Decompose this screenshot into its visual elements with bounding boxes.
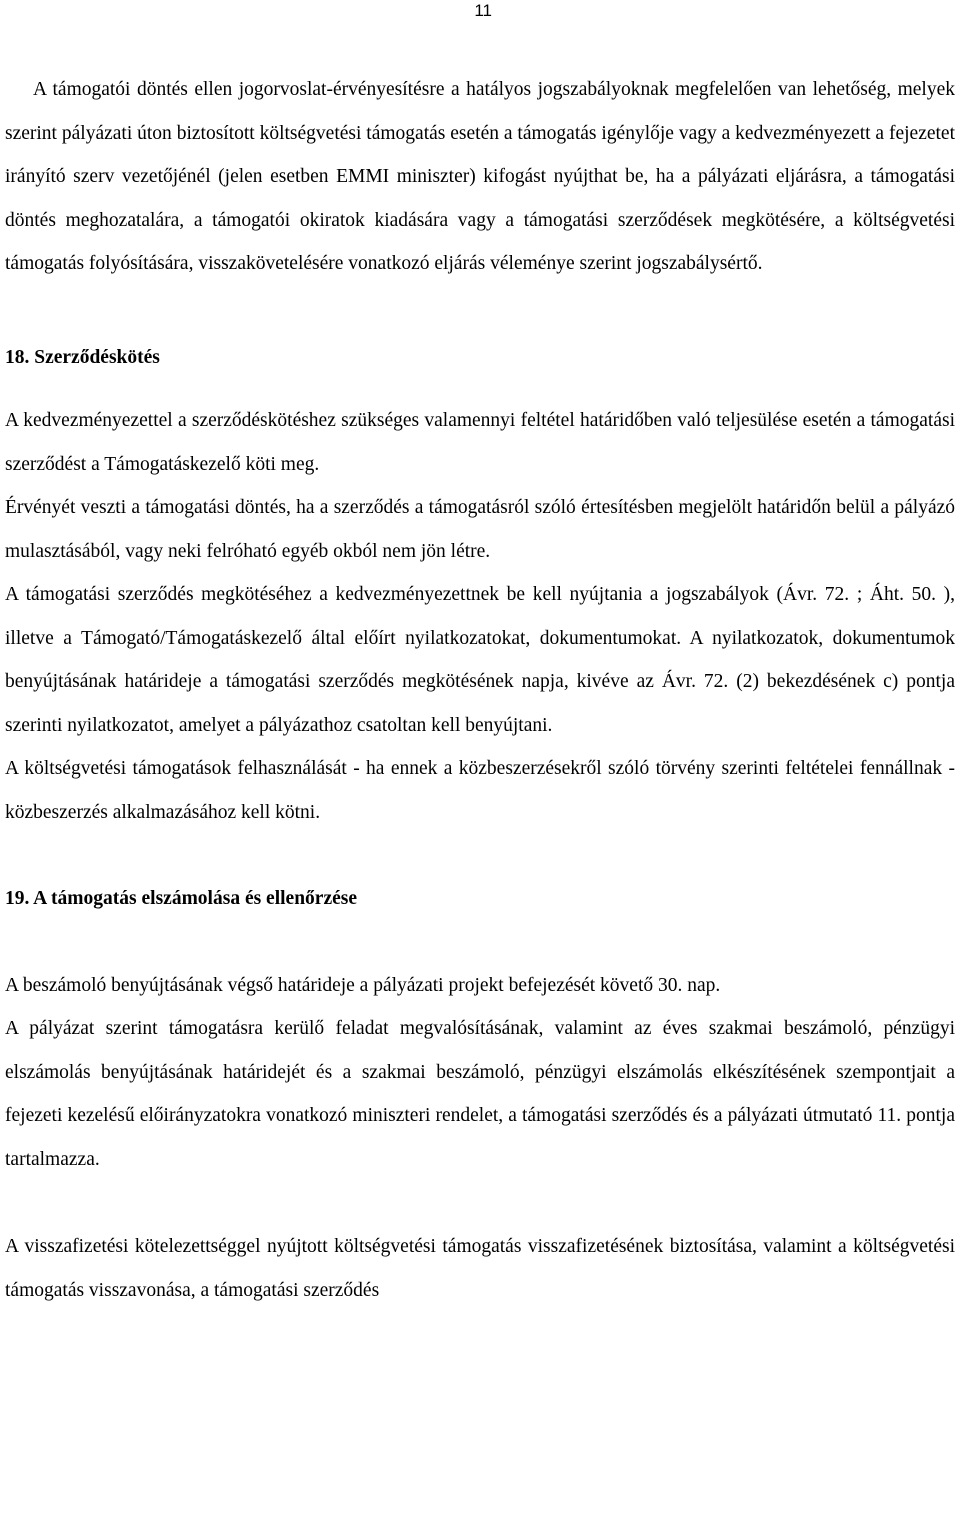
section-18-paragraph-1: A kedvezményezettel a szerződéskötéshez szükséges valamennyi feltétel határidőben való teljesülése esetén a támogatási szerződést a Támogatáskezelő köti meg. <box>5 410 955 475</box>
section-18-paragraph-4: A költségvetési támogatások felhasználását - ha ennek a közbeszerzésekről szóló törvény szerinti feltételei fennállnak - közbeszerzés alkalmazásához kell kötni. <box>5 758 955 823</box>
intro-paragraph: A támogatói döntés ellen jogorvoslat-érvényesítésre a hatályos jogszabályoknak megfelelően van lehetőség, melyek szerint pályázati úton biztosított költségvetési támogatás esetén a támogatás igénylője vagy a kedvezményezett a fejezetet irányító szerv vezetőjénél (jelen esetben EMMI miniszter) kifogást nyújthat be, ha a pályázati eljárásra, a támogatási döntés meghozatalára, a támogatói okiratok kiadására vagy a támogatási szerződések megkötésére, a költségvetési támogatás folyósítására, visszakövetelésére vonatkozó eljárás véleménye szerint jogszabálysértő. <box>5 79 955 274</box>
section-18-paragraph-3: A támogatási szerződés megkötéséhez a kedvezményezettnek be kell nyújtania a jogszabályok (Ávr. 72. ; Áht. 50. ), illetve a Támogató/Támogatáskezelő által előírt nyilatkozatokat, dokumentumokat. A nyilatkozatok, dokumentumok benyújtásának határideje a támogatási szerződés megkötésének napja, kivéve az Ávr. 72. (2) bekezdésének c) pontja szerinti nyilatkozatot, amelyet a pályázathoz csatoltan kell benyújtani. <box>5 584 955 736</box>
section-19-paragraph-1: A beszámoló benyújtásának végső határideje a pályázati projekt befejezését követő 30. nap. <box>5 974 721 996</box>
spacer <box>5 379 955 399</box>
document-body <box>5 68 955 1312</box>
section-18-paragraph-2: Érvényét veszti a támogatási döntés, ha a szerződés a támogatásról szóló értesítésben megjelölt határidőn belül a pályázó mulasztásából, vagy neki felróható egyéb okból nem jön létre. <box>5 497 955 562</box>
page-number: 11 <box>474 1 492 20</box>
spacer <box>5 286 955 336</box>
section-19-final-paragraph: A visszafizetési kötelezettséggel nyújtott költségvetési támogatás visszafizetésének biztosítása, valamint a költségvetési támogatás visszavonása, a támogatási szerződés <box>5 1236 955 1301</box>
spacer <box>5 921 955 964</box>
spacer <box>5 834 955 877</box>
section-19-heading: 19. A támogatás elszámolása és ellenőrzése <box>5 888 358 909</box>
spacer <box>5 1181 955 1225</box>
section-19-paragraph-2: A pályázat szerint támogatásra kerülő feladat megvalósításának, valamint az éves szakmai beszámoló, pénzügyi elszámolás benyújtásának határidejét és a szakmai beszámoló, pénzügyi elszámolás elkészítésének szempontjait a fejezeti kezelésű előirányzatokra vonatkozó miniszteri rendelet, a támogatási szerződés és a pályázati útmutató 11. pontja tartalmazza. <box>5 1018 955 1170</box>
section-18-heading: 18. Szerződéskötés <box>5 346 160 368</box>
